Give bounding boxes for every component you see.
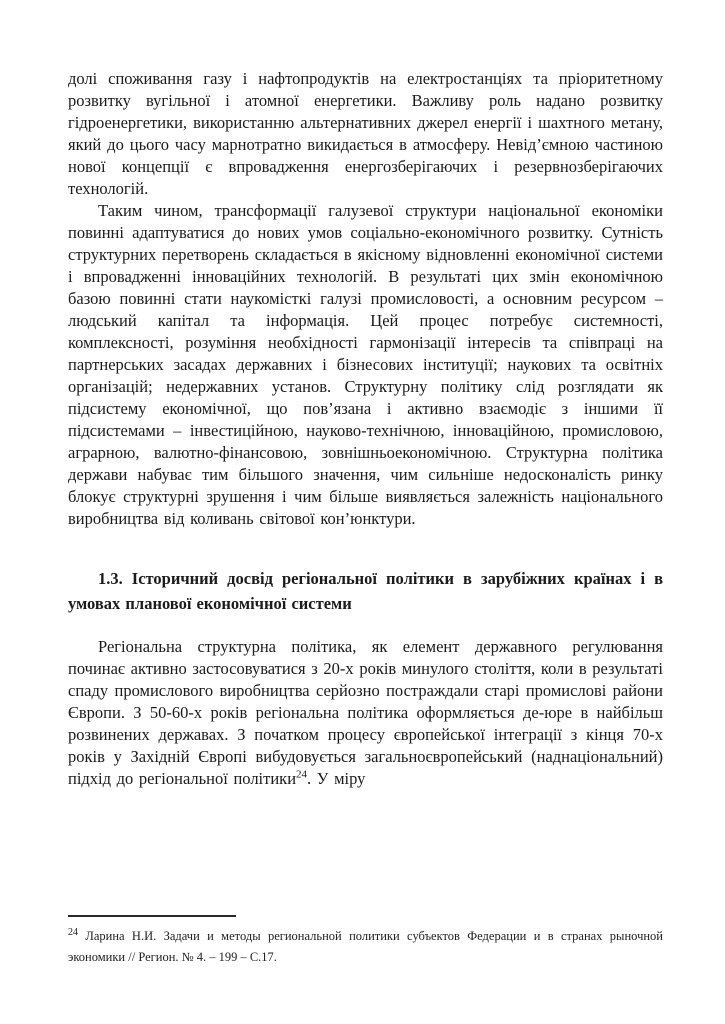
- footnote-separator: [68, 915, 236, 917]
- body-paragraph-last: [68, 636, 663, 790]
- footnote: [68, 926, 663, 968]
- text-block: [68, 68, 663, 790]
- paragraph-text-after-ref: . У міру: [307, 769, 366, 788]
- footnote-marker: 24: [68, 926, 78, 938]
- footnote-text: Ларина Н.И. Задачи и методы региональной политики субъектов Федерации и в странах рыночной экономики // Регион. № 4. – 199 – С.17.: [68, 929, 663, 964]
- paragraph-text-before-ref: Регіональна структурна політика, як елемент державного регулювання починає активно застосовуватися з 20-х років минулого століття, коли в результаті спаду промислового виробництва серйозно постраждали старі промислові райони Європи. З 50-60-х років регіональна політика оформляється де-юре в найбільш розвинених державах. З початком процесу європейської інтеграції з кінця 70-х років у Західній Європі вибудовується загальноєвропейський (наднаціональний) підхід до регіональної політики: [68, 637, 663, 788]
- footnote-reference: 24: [296, 768, 308, 781]
- footnote-area: [68, 915, 663, 968]
- body-paragraph-continuation: долі споживання газу і нафтопродуктів на електростанціях та пріоритетному розвитку вугільної і атомної енергетики. Важливу роль надано розвитку гідроенергетики, використанню альтернативних джерел енергії і шахтного метану, який до цього часу марнотратно викидається в атмосферу. Невід’ємною частиною нової концепції є впровадження енергозберігаючих і резервнозберігаючих технологій.: [68, 69, 663, 198]
- body-paragraph: Таким чином, трансформації галузевої структури національної економіки повинні адаптуватися до нових умов соціально-економічного розвитку. Сутність структурних перетворень складається в якісному відновленні економічної системи і впровадженні інноваційних технологій. В результаті цих змін економічною базою повинні стати наукомісткі галузі промисловості, а основним ресурсом – людський капітал та інформація. Цей процес потребує системності, комплексності, розуміння необхідності гармонізації інтересів та співпраці на партнерських засадах державних і бізнесових інституції; наукових та освітніх організацій; недержавних установ. Структурну політику слід розглядати як підсистему економічної, що пов’язана і активно взаємодіє з іншими її підсистемами – інвестиційною, науково-технічною, інноваційною, промисловою, аграрною, валютно-фінансовою, зовнішньоекономічною. Структурна політика держави набуває тим більшого значення, чим сильніше недосконалість ринку блокує структурні зрушення і чим більше виявляється залежність національного виробництва від коливань світової кон’юнктури.: [68, 201, 663, 528]
- section-heading: 1.3. Історичний досвід регіональної політики в зарубіжних країнах і в умовах планової економічної системи: [68, 569, 663, 613]
